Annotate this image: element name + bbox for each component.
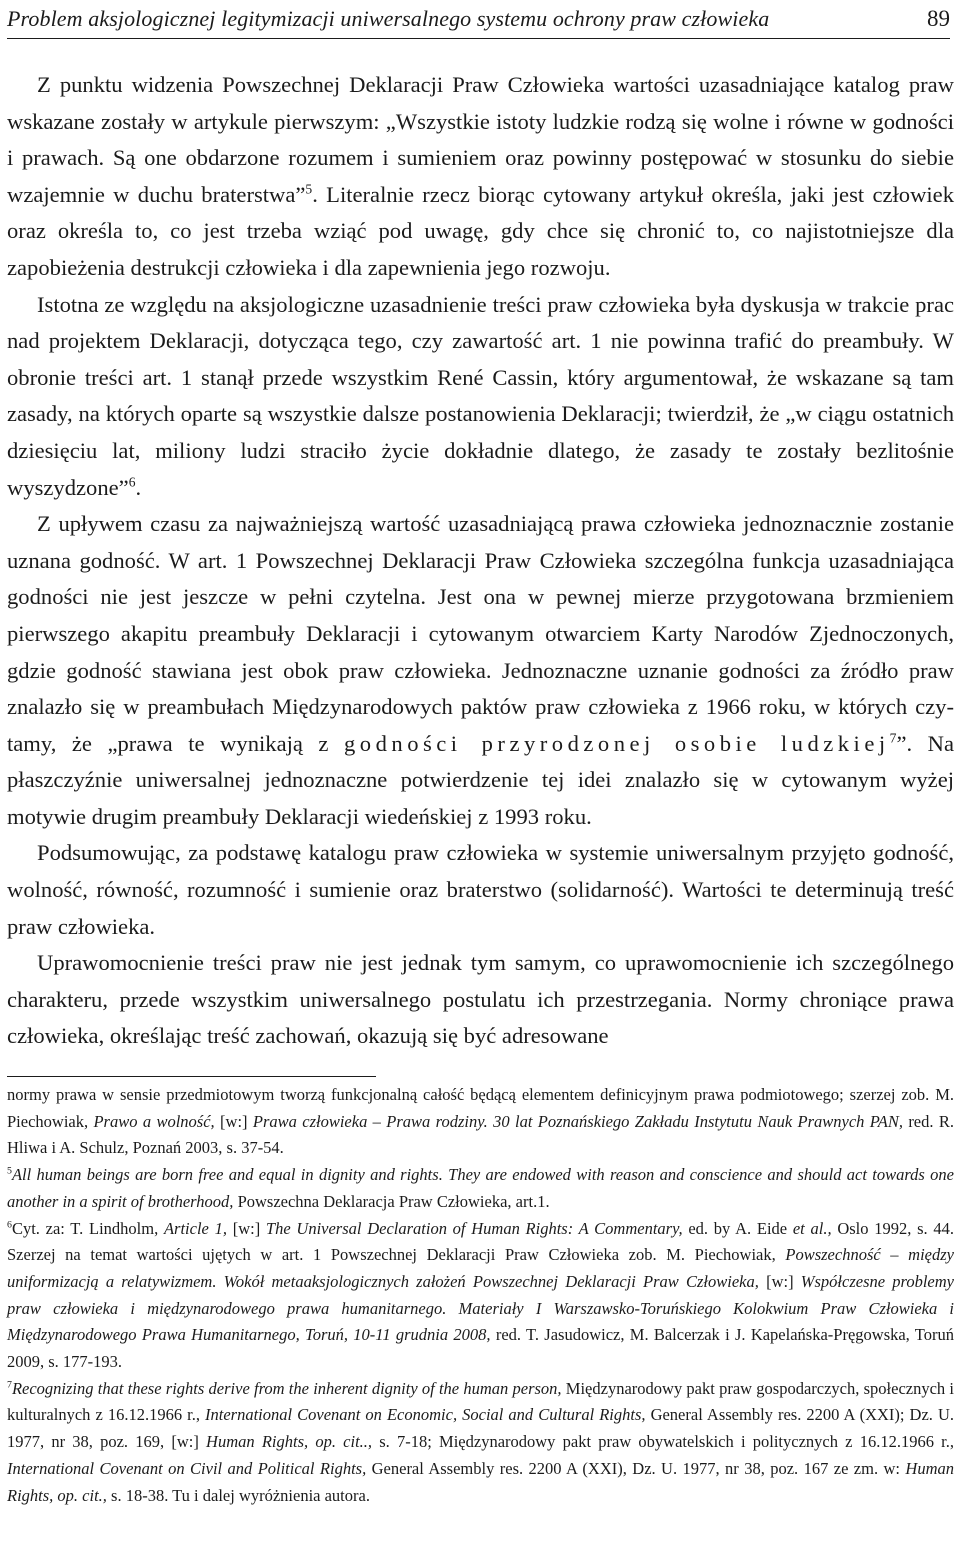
footnote-number-7: 7: [7, 1379, 12, 1391]
footnote-ref-5: 5: [305, 181, 313, 197]
paragraph-3: Z upływem czasu za najważniejszą wartość uzasadniającą prawa człowieka jednoznacznie zostanie uznana godność. W art. 1 Powszechnej Deklaracji Praw Człowieka szczególna funkcja uzasadniająca godności nie jest jeszcze w pełni czytelna. Jest ona w pewnej mierze przygotowana brzmieniem pierwszego akapitu preambuły Deklaracji i cytowanym otwarciem Karty Narodów Zjednoczonych, gdzie godność stawiana jest obok praw człowieka. Jednoznaczne uznanie godności za źródło praw znalazło się w preambułach Międzynarodowych paktów praw człowieka z 1966 roku, w których czytamy, że „prawa te wynikają z godności przyrodzonej osobie ludzkiej$^7$”. Na płaszczyźnie uniwersalnej jednoznaczne potwierdzenie tej idei znalazło się w cytowanym wyżej motywie drugim preambuły Deklaracji wiedeńskiej z 1993 roku.: [7, 511, 954, 829]
footnote-6: $^6$Cyt. za: T. Lindholm, Article 1, [w:] The Universal Declaration of Human Rights: A Commentary, ed. by A. Eide et al., Oslo 1992, s. 44. Szerzej na temat wartości ujętych w art. 1 Powszechnej Deklaracji Praw Człowieka zob. M. Piechowiak, Powszechność – między uniformizacją a relatywizmem. Wokół metaaksjologicznych założeń Powszechnej Deklaracji Praw Człowieka, [w:] Współczesne problemy praw człowieka i międzynarodowego prawa humanitarnego. Materiały I Warszawsko-Toruńskiego Kolokwium Praw Człowieka i Międzynarodowego Prawa Humanitarnego, Toruń, 10-11 grudnia 2008, red. T. Jasudowicz, M. Balcerzak i J. Kapelańska-Pręgowska, Toruń 2009, s. 177-193.: [7, 1218, 954, 1372]
footnote-number-5: 5: [7, 1165, 12, 1177]
footnote-ref-7: 7: [889, 730, 897, 746]
header-rule: [7, 38, 950, 39]
paragraph-2: Istotna ze względu na aksjologiczne uzasadnienie treści praw człowieka była dyskusja w trakcie prac nad projektem Deklaracji, dotycząca tego, czy zawartość art. 1 nie powinna trafić do preambuły. W obronie treści art. 1 stanął przede wszystkim René Cassin, który argumentował, że wskazane są tam zasady, na których oparte są wszystkie dalsze postanowienia Deklaracji; twierdził, że „w ciągu ostatnich dziesięciu lat, miliony ludzi straciło życie dokładnie dlatego, że zasady te zostały bezlitośnie wyszydzone”$^6$.: [7, 291, 954, 500]
footnote-continuation: normy prawa w sensie przedmiotowym tworzą funkcjonalną całość będącą elementem definicyjnym prawa podmiotowego; szerzej zob. M. Piechowiak, Prawo a wolność, [w:] Prawa człowieka – Prawa rodziny. 30 lat Poznańskiego Zakładu Instytutu Nauk Prawnych PAN, red. R. Hliwa i A. Schulz, Poznań 2003, s. 37-54.: [7, 1085, 955, 1158]
paragraph-1: Z punktu widzenia Powszechnej Deklaracji Praw Człowieka wartości uzasadniające katalog praw wskazane zostały w artykule pierwszym: „Wszystkie istoty ludzkie rodzą się wolne i równe w godności i prawach. Są one obdarzone rozumem i sumieniem oraz powinny postępować w stosunku do siebie wzajemnie w duchu braterstwa”$^5$. Literalnie rzecz biorąc cytowany artykuł określa, jaki jest człowiek oraz określa to, co jest trzeba wziąć pod uwagę, gdy chce się chronić to, co najistotniejsze dla zapobieżenia destrukcji człowieka i dla zapewnienia jego rozwoju.: [7, 72, 954, 280]
footnote-separator: [7, 1076, 376, 1077]
paragraph-5: Uprawomocnienie treści praw nie jest jednak tym samym, co uprawomocnienie ich szczególnego charakteru, przede wszystkim uniwersalnego postulatu ich przestrzegania. Normy chroniące prawa człowieka, określając treść zachowań, okazują się być adresowane: [7, 950, 954, 1049]
footnotes: [7, 1082, 954, 1509]
running-title: Problem aksjologicznej legitymizacji uniwersalnego systemu ochrony praw człowieka: [7, 6, 770, 31]
footnote-5: $^5$All human beings are born free and equal in dignity and rights. They are endowed with reason and conscience and should act towards one another in a spirit of brotherhood, Powszechna Deklaracja Praw Człowieka, art.1.: [7, 1165, 954, 1211]
footnote-number-6: 6: [7, 1219, 12, 1231]
footnote-ref-6: 6: [128, 474, 136, 489]
paragraph-4: Podsumowując, za podstawę katalogu praw człowieka w systemie uniwersalnym przyjęto godność, wolność, równość, rozumność i sumienie oraz braterstwo (solidarność). Wartości te determinują treść praw człowieka.: [7, 840, 954, 939]
spaced-emphasis: godności przyrodzonej osobie ludzkiej: [344, 730, 890, 756]
footnote-7: $^7$Recognizing that these rights derive from the inherent dignity of the human person, Międzynarodowy pakt praw gospodarczych, społecznych i kulturalnych z 16.12.1966 r., International Covenant on Economic, Social and Cultural Rights, General Assembly res. 2200 A (XXI); Dz. U. 1977, nr 38, poz. 169, [w:] Human Rights, op. cit.., s. 7-18; Międzynarodowy pakt praw obywatelskich i politycznych z 16.12.1966 r., International Covenant on Civil and Political Rights, General Assembly res. 2200 A (XXI), Dz. U. 1977, nr 38, poz. 167 ze zm. w: Human Rights, op. cit., s. 18-38. Tu i dalej wyróżnienia autora.: [7, 1378, 954, 1505]
main-text: [7, 67, 954, 1055]
running-header: [7, 2, 950, 36]
page-number: 89: [927, 6, 950, 31]
